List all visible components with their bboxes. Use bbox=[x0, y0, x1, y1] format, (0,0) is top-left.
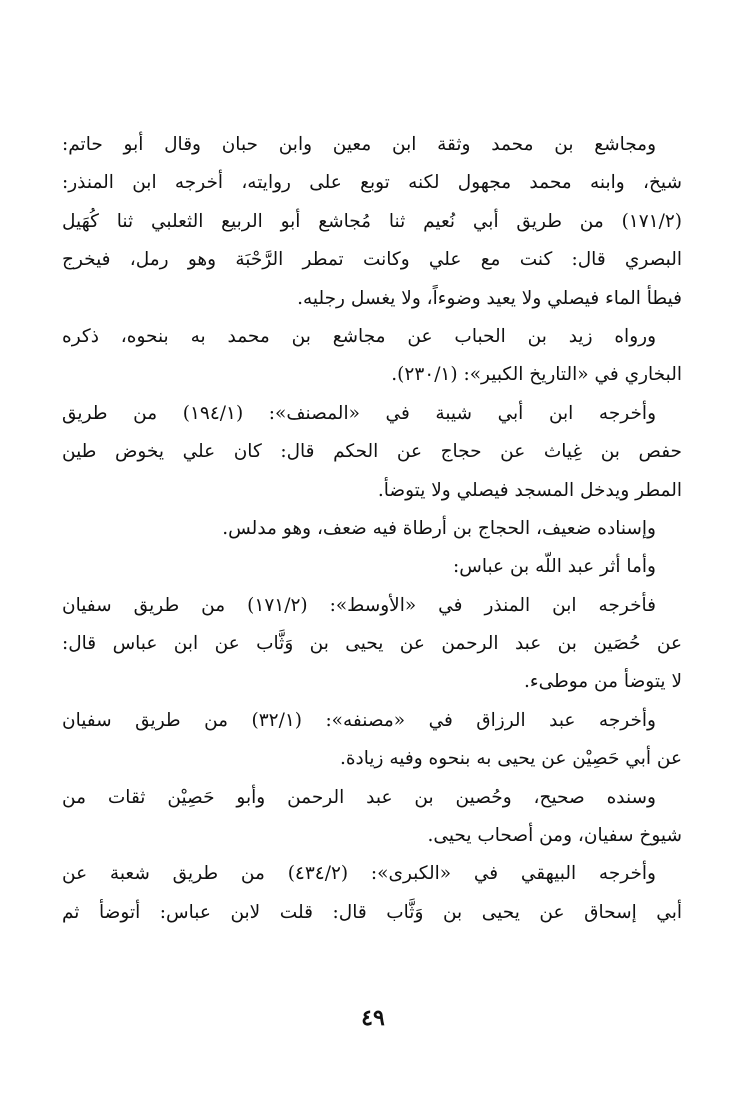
text-line: ومجاشع بن محمد وثقة ابن معين وابن حبان وقال أبو حاتم: bbox=[62, 134, 656, 155]
text-line: فأخرجه ابن المنذر في «الأوسط»: (١٧١/٢) من طريق سفيان bbox=[62, 594, 656, 616]
text-line: وإسناده ضعيف، الحجاج بن أرطاة فيه ضعف، وهو مدلس. bbox=[222, 517, 656, 539]
text-line: وأخرجه ابن أبي شيبة في «المصنف»: (١٩٤/١) من طريق bbox=[62, 402, 657, 424]
text-line: عن أبي حَصِيْن عن يحيى به بنحوه وفيه زيادة. bbox=[339, 748, 682, 770]
text-line: وأما أثر عبد اللّه بن عباس: bbox=[453, 556, 656, 578]
body-text bbox=[62, 126, 682, 932]
text-line: وأخرجه البيهقي في «الكبرى»: (٤٣٤/٢) من طريق شعبة عن bbox=[62, 863, 656, 885]
text-line: وسنده صحيح، وحُصين بن عبد الرحمن وأبو حَصِيْن ثقات من bbox=[62, 786, 656, 808]
text-line: وأخرجه عبد الرزاق في «مصنفه»: (٣٢/١) من طريق سفيان bbox=[62, 709, 656, 731]
text-line: ورواه زيد بن الحباب عن مجاشع بن محمد به بنحوه، ذكره bbox=[62, 325, 656, 347]
text-line: المطر ويدخل المسجد فيصلي ولا يتوضأ. bbox=[377, 479, 682, 501]
text-line: البصري قال: كنت مع علي وكانت تمطر الرَّحْبَة وهو رمل، فيخرج bbox=[62, 249, 682, 271]
text-line: فيطأ الماء فيصلي ولا يعيد وضوءاً، ولا يغسل رجليه. bbox=[297, 287, 682, 309]
text-line: (١٧١/٢) من طريق أبي نُعيم ثنا مُجاشع أبو الربيع الثعلبي ثنا كُهَيل bbox=[62, 210, 682, 232]
text-line: شيخ، وابنه محمد مجهول لكنه توبع على روايته، أخرجه ابن المنذر: bbox=[62, 172, 682, 194]
text-line: أبي إسحاق عن يحيى بن وَثَّاب قال: قلت لابن عباس: أتوضأ ثم bbox=[62, 901, 682, 923]
text-line: البخاري في «التاريخ الكبير»: (٢٣٠/١). bbox=[391, 364, 682, 386]
page-number: ٤٩ bbox=[361, 1005, 385, 1031]
text-line: عن حُصَين بن عبد الرحمن عن يحيى بن وَثَّاب عن ابن عباس قال: bbox=[62, 633, 682, 655]
text-line: شيوخ سفيان، ومن أصحاب يحيى. bbox=[427, 825, 682, 847]
text-line: لا يتوضأ من موطىء. bbox=[523, 671, 682, 693]
text-line: حفص بن غِياث عن حجاج عن الحكم قال: كان علي يخوض طين bbox=[62, 441, 682, 463]
